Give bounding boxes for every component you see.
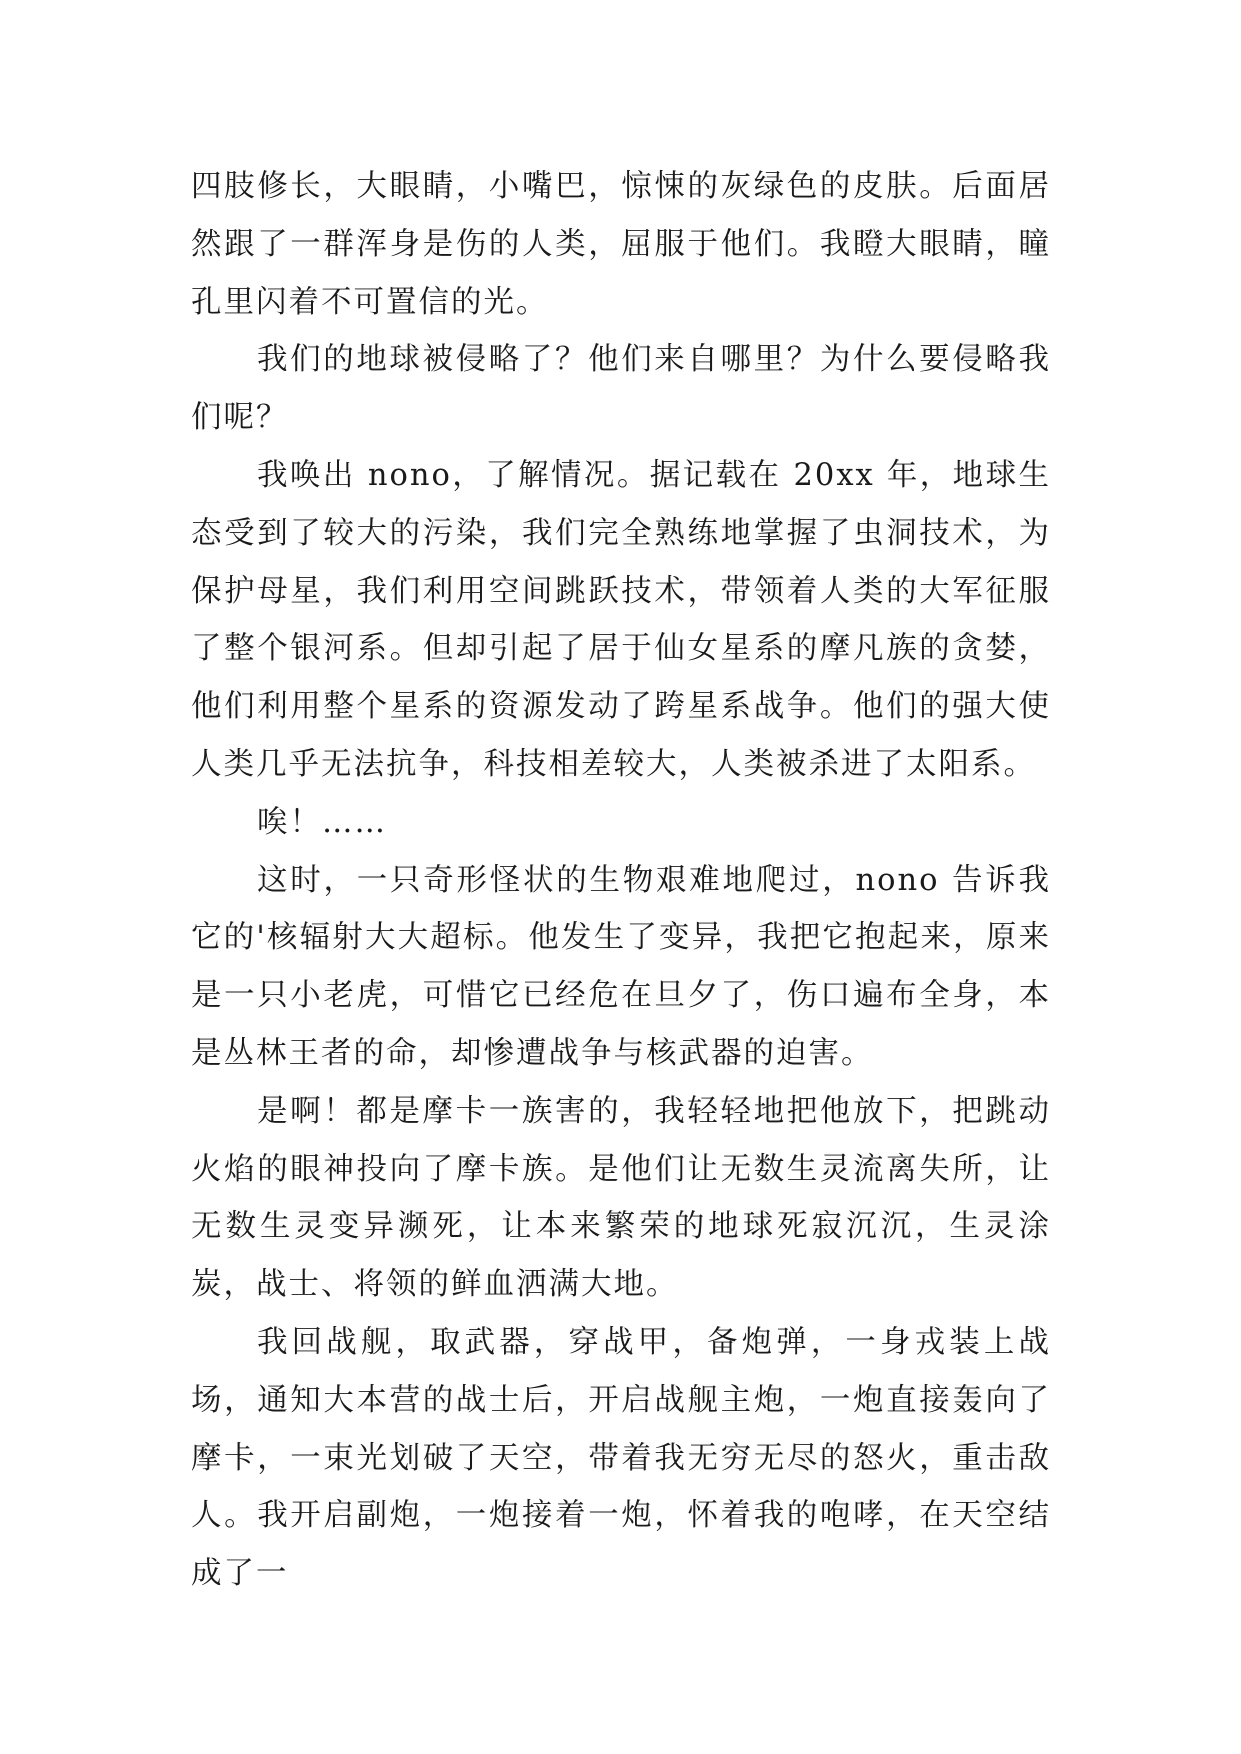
paragraph-2: 我们的地球被侵略了？他们来自哪里？为什么要侵略我们呢？ bbox=[191, 342, 1051, 436]
paragraph-3: 我唤出 nono，了解情况。据记载在 20xx 年，地球生态受到了较大的污染，我们完全熟练地掌握了虫洞技术，为保护母星，我们利用空间跳跃技术，带领着人类的大军征服了整个银河系。但却引起了居于仙女星系的摩凡族的贪婪，他们利用整个星系的资源发动了跨星系战争。他们的强大使人类几乎无法抗争，科技相差较大，人类被杀进了太阳系。 bbox=[191, 457, 1051, 782]
paragraph-5: 这时，一只奇形怪状的生物艰难地爬过，nono 告诉我它的'核辐射大大超标。他发生了变异，我把它抱起来，原来是一只小老虎，可惜它已经危在旦夕了，伤口遍布全身，本是丛林王者的命，却惨遭战争与核武器的迫害。 bbox=[191, 862, 1051, 1071]
body-text bbox=[191, 158, 1051, 1603]
paragraph-4: 唉！…… bbox=[257, 804, 387, 840]
paragraph-6: 是啊！都是摩卡一族害的，我轻轻地把他放下，把跳动火焰的眼神投向了摩卡族。是他们让无数生灵流离失所，让无数生灵变异濒死，让本来繁荣的地球死寂沉沉，生灵涂炭，战士、将领的鲜血洒满大地。 bbox=[191, 1093, 1051, 1303]
paragraph-7: 我回战舰，取武器，穿战甲，备炮弹，一身戎装上战场，通知大本营的战士后，开启战舰主炮，一炮直接轰向了摩卡，一束光划破了天空，带着我无穷无尽的怒火，重击敌人。我开启副炮，一炮接着一炮，怀着我的咆哮，在天空结成了一 bbox=[191, 1324, 1051, 1592]
paragraph-1: 四肢修长，大眼睛，小嘴巴，惊悚的灰绿色的皮肤。后面居然跟了一群浑身是伤的人类，屈服于他们。我瞪大眼睛，瞳孔里闪着不可置信的光。 bbox=[191, 169, 1051, 320]
